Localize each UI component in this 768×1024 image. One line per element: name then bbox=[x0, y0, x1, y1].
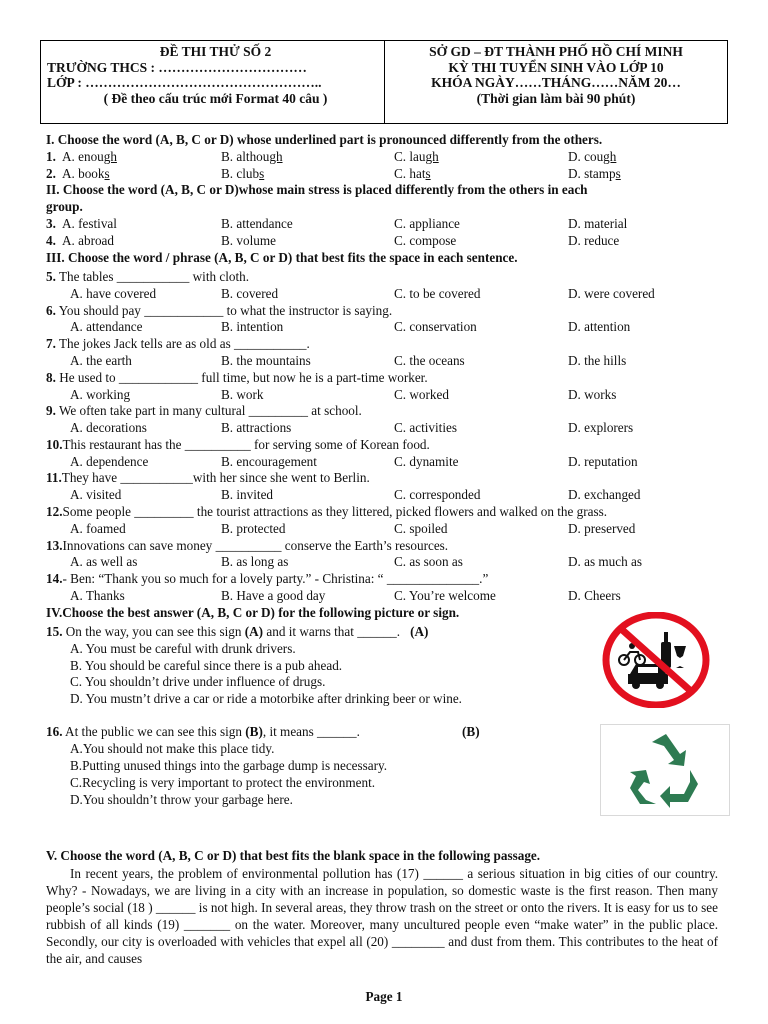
section-2-heading-cont: group. bbox=[46, 199, 83, 214]
option-a[interactable]: A. as well as bbox=[70, 554, 138, 569]
option-b[interactable]: B. volume bbox=[221, 233, 276, 248]
option-b[interactable]: B. attendance bbox=[221, 216, 293, 231]
school-line: TRƯỜNG THCS : …………………………… bbox=[47, 59, 307, 75]
option-c[interactable]: C. You’re welcome bbox=[394, 588, 496, 603]
option-b[interactable]: B. covered bbox=[221, 286, 279, 301]
option-d[interactable]: D. as much as bbox=[568, 554, 642, 569]
option-c[interactable]: C. to be covered bbox=[394, 286, 481, 301]
option-a[interactable]: A. have covered bbox=[70, 286, 157, 301]
option-d[interactable]: D. attention bbox=[568, 319, 631, 334]
reading-passage: In recent years, the problem of environmental pollution has (17) ______ a serious situation in big cities of our country. Why? - Nowadays, we are living in a city with an increase in population, so domestic waste is the first reason. Then many people’s social (18 ) ______ is not high. In several areas, they throw trash on the street or onto the rivers. It is easy for us to see rubbish of all kinds (19) _______ on the water. Moreover, many uncultured people even “make water” in the public place. Secondly, our city is overloaded with vehicles that expel all (20) ________ and dust from them. This contributes to the heat of the air, and causes bbox=[46, 866, 718, 966]
question-9: 9. We often take part in many cultural _________ at school. bbox=[46, 403, 362, 418]
option-a[interactable]: A. visited bbox=[70, 487, 122, 502]
option-a[interactable]: A. festival bbox=[62, 216, 117, 231]
option-d[interactable]: D. exchanged bbox=[568, 487, 641, 502]
page-number: Page 1 bbox=[365, 989, 403, 1004]
option-c[interactable]: C. dynamite bbox=[394, 454, 459, 469]
option-d[interactable]: D. reputation bbox=[568, 454, 638, 469]
section-5-heading: V. Choose the word (A, B, C or D) that best fits the blank space in the following passage. bbox=[46, 848, 541, 863]
option-d[interactable]: D. You mustn’t drive a car or ride a motorbike after drinking beer or wine. bbox=[70, 691, 462, 706]
option-d[interactable]: D. stamps bbox=[568, 166, 621, 181]
option-c[interactable]: C. appliance bbox=[394, 216, 460, 231]
option-b[interactable]: B. the mountains bbox=[221, 353, 311, 368]
header-right bbox=[385, 41, 727, 123]
option-a[interactable]: A.You should not make this place tidy. bbox=[70, 741, 275, 756]
section-3-heading: III. Choose the word / phrase (A, B, C or D) that best fits the space in each sentence. bbox=[46, 250, 518, 265]
option-c[interactable]: C. the oceans bbox=[394, 353, 465, 368]
option-d[interactable]: D. were covered bbox=[568, 286, 655, 301]
option-a[interactable]: A. abroad bbox=[62, 233, 114, 248]
question-7: 7. The jokes Jack tells are as old as ___________. bbox=[46, 336, 310, 351]
option-c[interactable]: C. compose bbox=[394, 233, 457, 248]
question-12: 12.Some people _________ the tourist attractions as they littered, picked flowers and walked on the grass. bbox=[46, 504, 608, 519]
option-c[interactable]: C. corresponded bbox=[394, 487, 481, 502]
question-15: 15. On the way, you can see this sign (A) and it warns that ______. (A) bbox=[46, 624, 429, 639]
exam-date: KHÓA NGÀY……THÁNG……NĂM 20… bbox=[431, 75, 681, 90]
option-b[interactable]: B. You should be careful since there is a pub ahead. bbox=[70, 658, 343, 673]
option-b[interactable]: B.Putting unused things into the garbage dump is necessary. bbox=[70, 758, 388, 773]
option-d[interactable]: D. reduce bbox=[568, 233, 620, 248]
header-left bbox=[41, 41, 385, 123]
option-c[interactable]: C. activities bbox=[394, 420, 457, 435]
exam-title: ĐỀ THI THỬ SỐ 2 bbox=[159, 44, 272, 59]
option-c[interactable]: C. conservation bbox=[394, 319, 477, 334]
option-a[interactable]: A. working bbox=[70, 387, 131, 402]
option-b[interactable]: B. attractions bbox=[221, 420, 292, 435]
option-b[interactable]: B. protected bbox=[221, 521, 286, 536]
sign-label: (B) bbox=[462, 724, 480, 739]
option-a[interactable]: A. books bbox=[62, 166, 110, 181]
question-11: 11.They have ___________with her since she went to Berlin. bbox=[46, 470, 370, 485]
question-10: 10.This restaurant has the __________ for serving some of Korean food. bbox=[46, 437, 430, 452]
option-a[interactable]: A. foamed bbox=[70, 521, 126, 536]
question-1 bbox=[46, 149, 56, 166]
option-c[interactable]: C. worked bbox=[394, 387, 449, 402]
question-number: 1. bbox=[46, 149, 56, 164]
recycling-sign-icon bbox=[600, 724, 730, 816]
exam-name: KỲ THI TUYỂN SINH VÀO LỚP 10 bbox=[448, 59, 664, 75]
question-3: 3. bbox=[46, 216, 56, 231]
exam-header bbox=[40, 40, 728, 124]
option-d[interactable]: D. material bbox=[568, 216, 628, 231]
section-4-heading: IV.Choose the best answer (A, B, C or D) for the following picture or sign. bbox=[46, 605, 460, 620]
option-a[interactable]: A. the earth bbox=[70, 353, 132, 368]
sign-label: (A) bbox=[410, 624, 429, 639]
option-d[interactable]: D. works bbox=[568, 387, 617, 402]
format-note: ( Đề theo cấu trúc mới Format 40 câu ) bbox=[103, 90, 328, 106]
question-6: 6. You should pay ____________ to what the instructor is saying. bbox=[46, 303, 393, 318]
option-c[interactable]: C.Recycling is very important to protect the environment. bbox=[70, 775, 376, 790]
option-a[interactable]: A. decorations bbox=[70, 420, 147, 435]
option-b[interactable]: B. as long as bbox=[221, 554, 289, 569]
option-b[interactable]: B. clubs bbox=[221, 166, 265, 181]
option-d[interactable]: D. the hills bbox=[568, 353, 627, 368]
time-limit: (Thời gian làm bài 90 phút) bbox=[476, 90, 636, 106]
section-1-heading: I. Choose the word (A, B, C or D) whose underlined part is pronounced differently from the others. bbox=[46, 132, 603, 147]
question-16: 16. At the public we can see this sign (B), it means ______. bbox=[46, 724, 360, 739]
option-c[interactable]: C. laugh bbox=[394, 149, 439, 164]
department-name: SỞ GD – ĐT THÀNH PHỐ HỒ CHÍ MINH bbox=[429, 44, 683, 59]
section-2-heading: II. Choose the word (A, B, C or D)whose main stress is placed differently from the others in each bbox=[46, 182, 588, 197]
option-c[interactable]: C. as soon as bbox=[394, 554, 463, 569]
option-b[interactable]: B. invited bbox=[221, 487, 274, 502]
option-d[interactable]: D. explorers bbox=[568, 420, 634, 435]
option-a[interactable]: A. attendance bbox=[70, 319, 143, 334]
option-d[interactable]: D.You shouldn’t throw your garbage here. bbox=[70, 792, 293, 807]
question-5: 5. The tables ___________ with cloth. bbox=[46, 269, 250, 284]
option-c[interactable]: C. spoiled bbox=[394, 521, 448, 536]
option-c[interactable]: C. hats bbox=[394, 166, 431, 181]
option-b[interactable]: B. work bbox=[221, 387, 264, 402]
option-d[interactable]: D. cough bbox=[568, 149, 617, 164]
option-b[interactable]: B. Have a good day bbox=[221, 588, 326, 603]
option-a[interactable]: A. You must be careful with drunk drivers. bbox=[70, 641, 296, 656]
question-13: 13.Innovations can save money __________ conserve the Earth’s resources. bbox=[46, 538, 449, 553]
question-14: 14.- Ben: “Thank you so much for a lovely party.” - Christina: “ ______________.” bbox=[46, 571, 489, 586]
option-a[interactable]: A. dependence bbox=[70, 454, 149, 469]
no-drink-driving-sign-icon bbox=[602, 612, 710, 708]
class-line: LỚP : …………………………………………….. bbox=[47, 75, 322, 90]
question-4: 4. bbox=[46, 233, 56, 248]
option-c[interactable]: C. You shouldn’t drive under influence of drugs. bbox=[70, 674, 326, 689]
option-b[interactable]: B. intention bbox=[221, 319, 284, 334]
question-8: 8. He used to ____________ full time, but now he is a part-time worker. bbox=[46, 370, 428, 385]
option-b[interactable]: B. although bbox=[221, 149, 283, 164]
option-a[interactable]: A. Thanks bbox=[70, 588, 125, 603]
option-a[interactable]: A. enough bbox=[62, 149, 117, 164]
question-2: 2. bbox=[46, 166, 56, 181]
option-d[interactable]: D. preserved bbox=[568, 521, 636, 536]
option-d[interactable]: D. Cheers bbox=[568, 588, 621, 603]
option-b[interactable]: B. encouragement bbox=[221, 454, 317, 469]
